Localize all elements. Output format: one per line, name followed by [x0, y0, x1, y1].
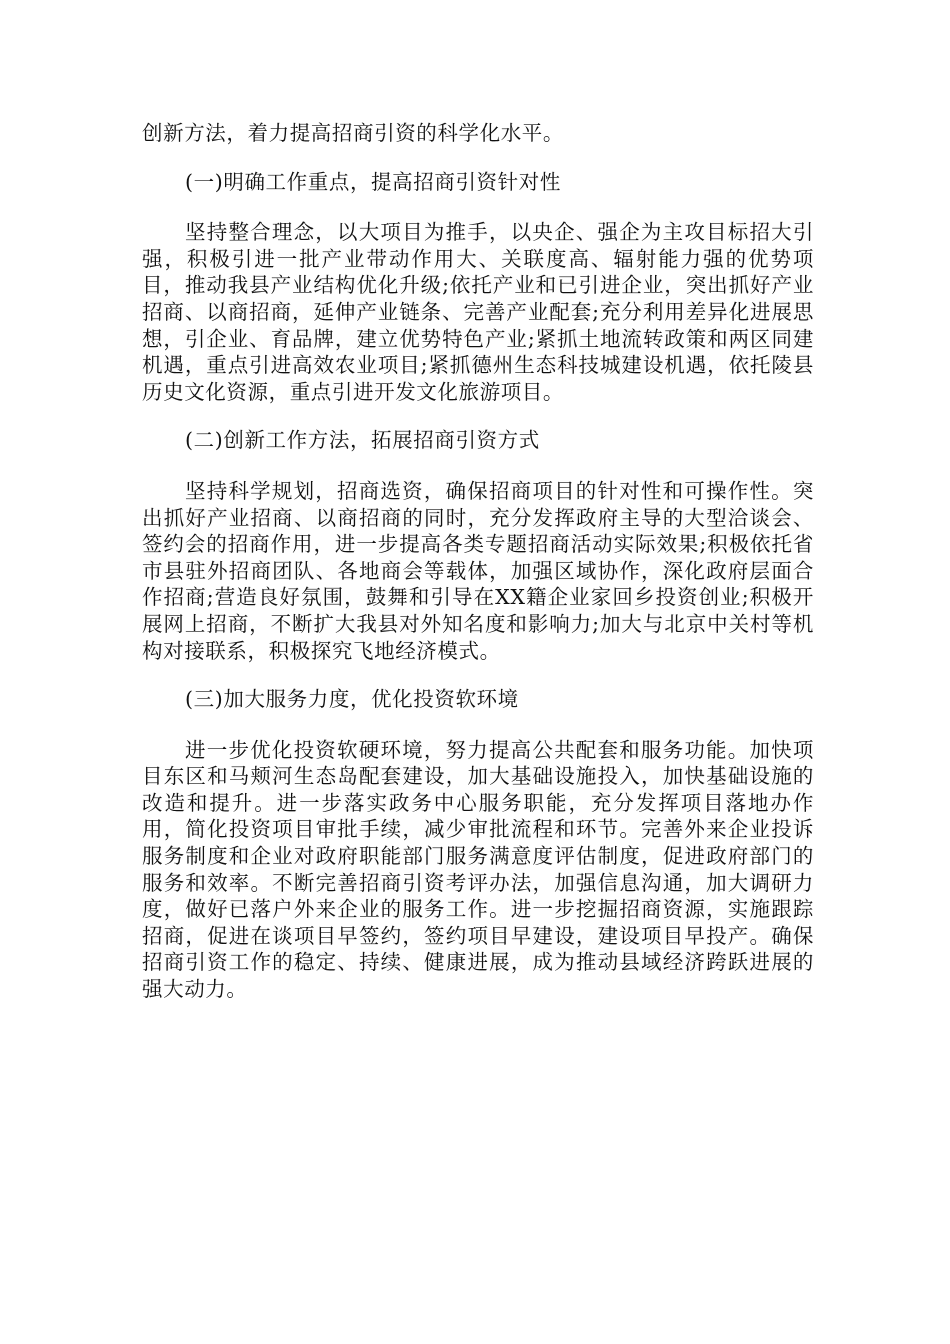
- spacer: [142, 147, 814, 169]
- spacer: [142, 195, 814, 219]
- intro-paragraph: 创新方法，着力提高招商引资的科学化水平。: [142, 121, 564, 145]
- spacer: [142, 405, 814, 427]
- section-body-1: 坚持整合理念，以大项目为推手，以央企、强企为主攻目标招大引强，积极引进一批产业带动作用大、关联度高、辐射能力强的优势项目，推动我县产业结构优化升级;依托产业和已引进企业，突出抓好产业招商、以商招商，延伸产业链条、完善产业配套;充分利用差异化进展思想，引企业、育品牌，建立优势特色产业;紧抓土地流转政策和两区同建机遇，重点引进高效农业项目;紧抓德州生态科技城建设机遇，依托陵县历史文化资源，重点引进开发文化旅游项目。: [142, 220, 814, 404]
- spacer: [142, 664, 814, 686]
- section-heading-3: (三)加大服务力度，优化投资软环境: [185, 687, 519, 712]
- section-body-3: 进一步优化投资软硬环境，努力提高公共配套和服务功能。加快项目东区和马颊河生态岛配套建设，加大基础设施投入，加快基础设施的改造和提升。进一步落实政务中心服务职能，充分发挥项目落地办作用，简化投资项目审批手续，减少审批流程和环节。完善外来企业投诉服务制度和企业对政府职能部门服务满意度评估制度，促进政府部门的服务和效率。不断完善招商引资考评办法，加强信息沟通，加大调研力度，做好已落户外来企业的服务工作。进一步挖掘招商资源，实施跟踪招商，促进在谈项目早签约，签约项目早建设，建设项目早投产。确保招商引资工作的稳定、持续、健康进展，成为推动县域经济跨跃进展的强大动力。: [142, 737, 814, 1002]
- section-body-2: 坚持科学规划，招商选资，确保招商项目的针对性和可操作性。突出抓好产业招商、以商招商的同时，充分发挥政府主导的大型洽谈会、签约会的招商作用，进一步提高各类专题招商活动实际效果;积极依托省市县驻外招商团队、各地商会等载体，加强区域协作，深化政府层面合作招商;营造良好氛围，鼓舞和引导在XX籍企业家回乡投资创业;积极开展网上招商，不断扩大我县对外知名度和影响力;加大与北京中关村等机构对接联系，积极探究飞地经济模式。: [142, 478, 814, 663]
- spacer: [142, 454, 814, 478]
- section-heading-2: (二)创新工作方法，拓展招商引资方式: [185, 428, 540, 453]
- section-heading-1: (一)明确工作重点，提高招商引资针对性: [185, 169, 561, 194]
- spacer: [142, 713, 814, 737]
- document-body: [142, 120, 814, 1003]
